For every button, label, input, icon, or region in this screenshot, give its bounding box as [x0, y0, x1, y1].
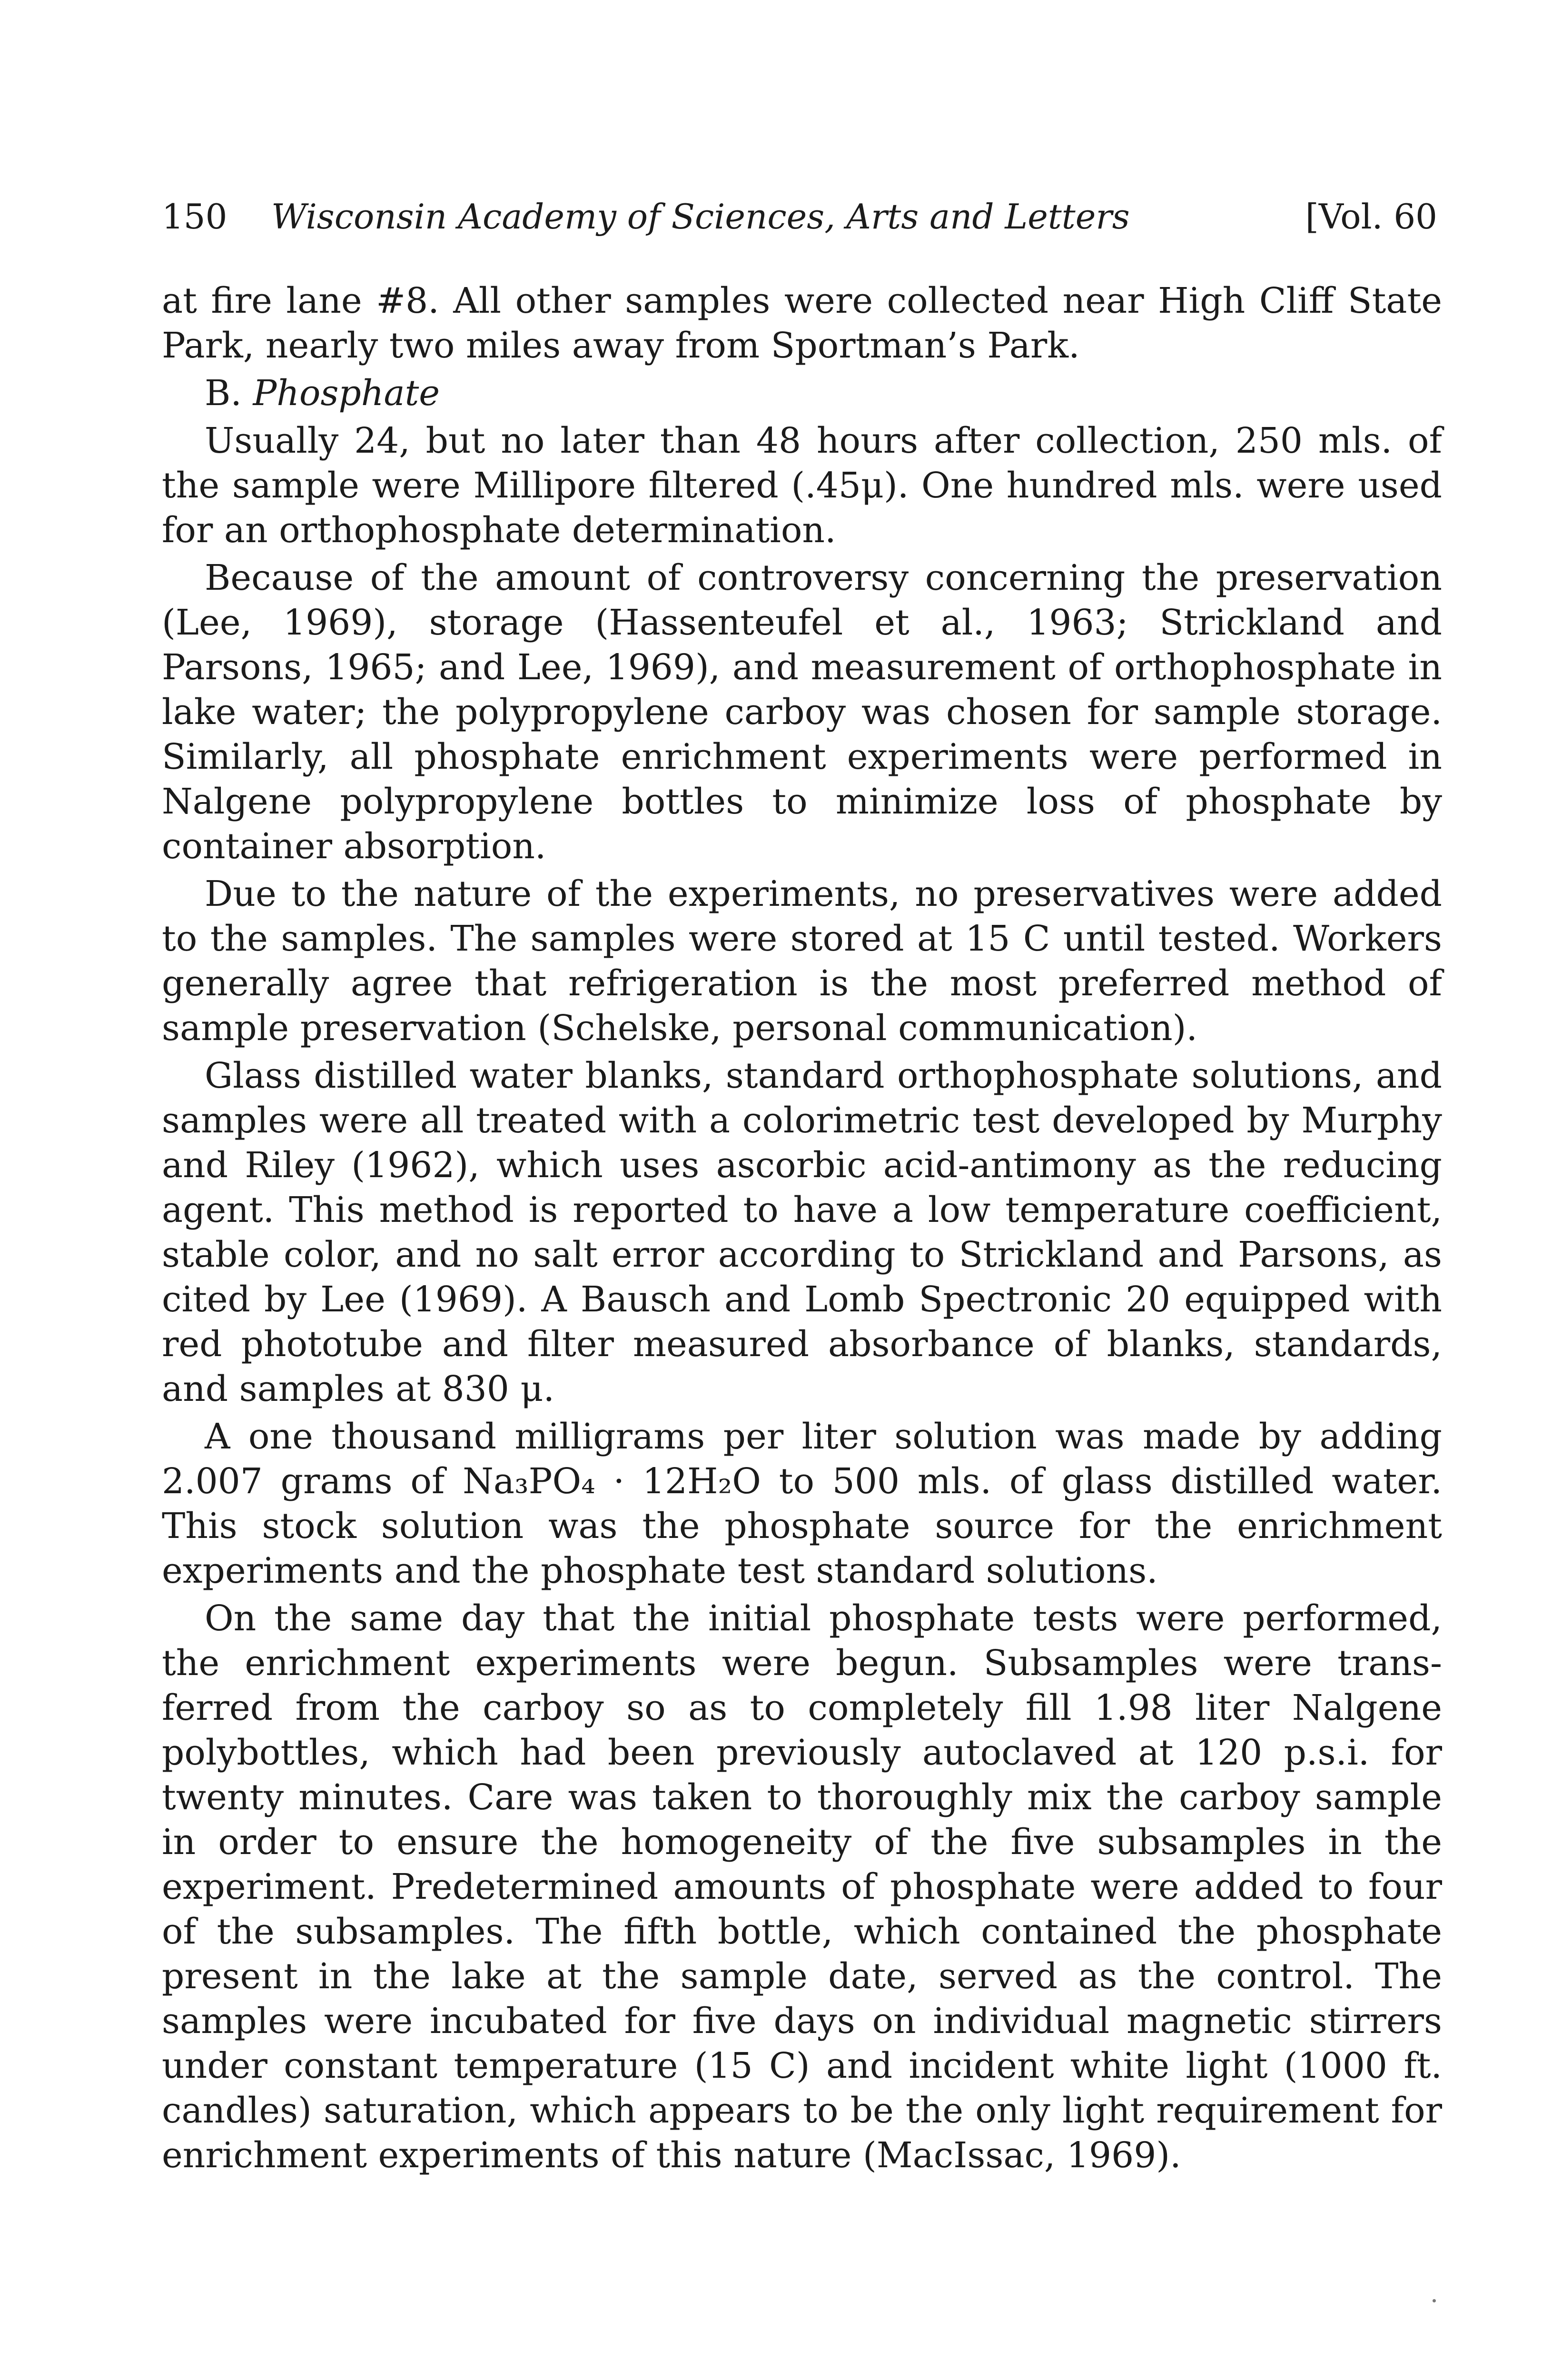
section-title: Phosphate [253, 373, 440, 414]
paragraph-enrichment: On the same day that the initial phosphate tests were performed, the enrichment experiments were begun. Subsamples were transferred from the carboy so as to completely fill 1.98 liter Nalgene polybottles, which had been previously autoclaved at 120 p.s.i. for twenty minutes. Care was taken to thoroughly mix the carboy sample in order to ensure the homogeneity of the five subsamples in the experiment. Predetermined amounts of phosphate were added to four of the subsamples. The fifth bottle, which contained the phosphate present in the lake at the sample date, served as the control. The samples were incubated for five days on individual magnetic stirrers under constant temperature (15 C) and incident white light (1000 ft. candles) saturation, which appears to be the only light requirement for enrichment experiments of this nature (MacIssac, 1969). [162, 1598, 1442, 2176]
paragraph-continued: at fire lane #8. All other samples were collected near High Cliff State Park, nearly two miles away from Sportman’s Park. [162, 280, 1442, 366]
section-heading [162, 371, 1442, 416]
volume-label: [Vol. 60 [1305, 197, 1437, 237]
paragraph-preservation: Because of the amount of controversy concerning the preservation (Lee, 1969), storage (Hassenteufel et al., 1963; Strickland and Parsons, 1965; and Lee, 1969), and measurement of orthophosphate in lake water; the polypropylene carboy was chosen for sample storage. Similarly, all phosphate enrichment experiments were performed in Nalgene polypropylene bottles to minimize loss of phosphate by container absorption. [162, 557, 1442, 867]
page-number: 150 [162, 197, 227, 237]
journal-title: Wisconsin Academy of Sciences, Arts and Letters [271, 197, 1130, 237]
paragraph-storage: Due to the nature of the experiments, no preservatives were added to the samples. The samples were stored at 15 C until tested. Workers generally agree that refrigeration is the most preferred method of sample preservation (Schelske, personal communication). [162, 873, 1442, 1049]
body-text [162, 278, 1442, 2178]
paragraph-filtration: Usually 24, but no later than 48 hours after collection, 250 mls. of the sample were Millipore filtered (.45μ). One hundred mls. were used for an orthophosphate determination. [162, 420, 1442, 551]
print-speck [1433, 2299, 1436, 2302]
paragraph-stock-solution: A one thousand milligrams per liter solution was made by adding 2.007 grams of Na₃PO₄ · 12H₂O to 500 mls. of glass distilled water. This stock solution was the phosphate source for the enrichment experiments and the phosphate test standard solutions. [162, 1416, 1442, 1591]
section-letter: B. [205, 373, 242, 414]
paragraph-colorimetric-test: Glass distilled water blanks, standard orthophosphate solutions, and samples were all treated with a colorimetric test developed by Murphy and Riley (1962), which uses ascorbic acid-antimony as the reducing agent. This method is reported to have a low temperature coefficient, stable color, and no salt error according to Strickland and Parsons, as cited by Lee (1969). A Bausch and Lomb Spectronic 20 equipped with red phototube and filter measured absorbance of blanks, standards, and samples at 830 μ. [162, 1055, 1442, 1409]
running-header [162, 190, 1437, 243]
